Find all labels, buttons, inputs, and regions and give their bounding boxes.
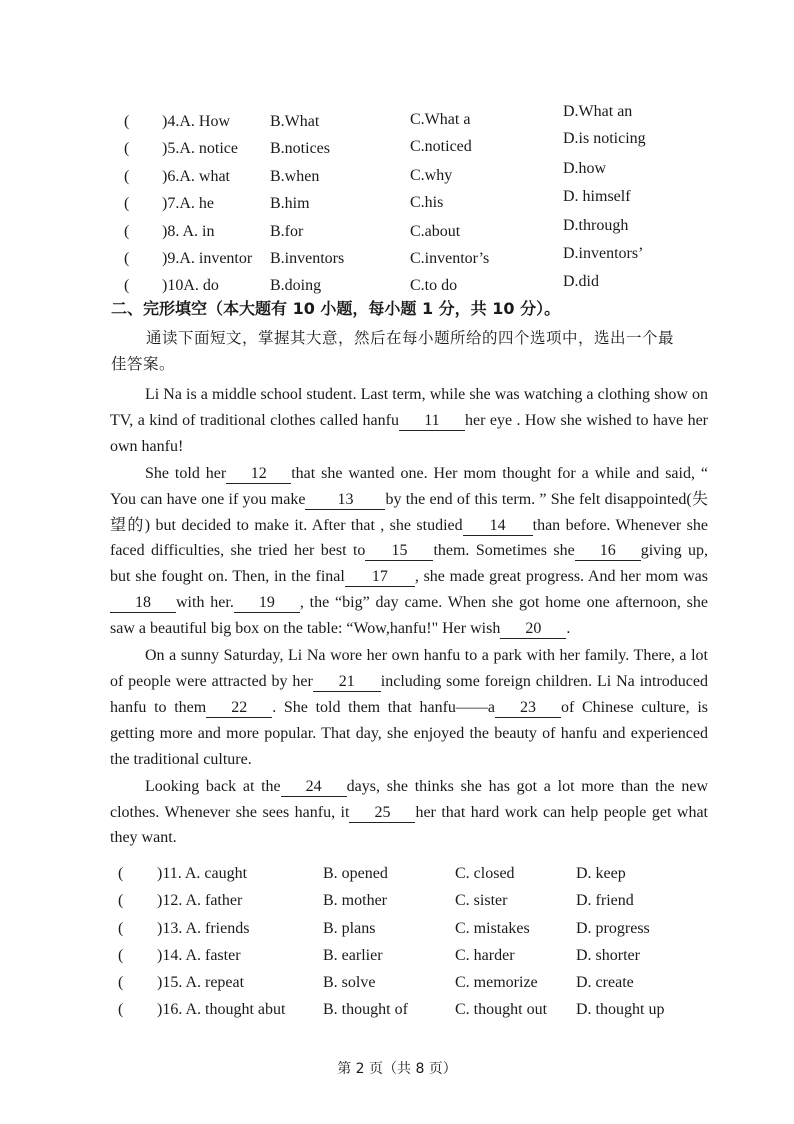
option-a: )8. A. in (162, 223, 215, 240)
option-b: B.What (270, 113, 320, 130)
paragraph-4 (110, 774, 708, 852)
option-a: )4.A. How (162, 113, 230, 130)
blank-15: 15 (365, 542, 433, 561)
passage-text: . (566, 620, 571, 638)
answer-paren: ( (118, 974, 124, 991)
passage-text: than before. Whenever she faced difficulties, she tried her best to (110, 516, 708, 560)
passage-text: . She told them that hanfu——a (272, 698, 495, 716)
option-c: C. mistakes (455, 920, 530, 937)
blank-16: 16 (575, 542, 641, 561)
option-d: D.What an (563, 103, 633, 120)
option-d: D. shorter (576, 947, 640, 964)
option-b: B. opened (323, 865, 388, 882)
passage-text: She told her (145, 464, 227, 482)
blank-21: 21 (313, 673, 381, 692)
passage-text: that she wanted one. Her mom thought for a while and said, “ You can have one if you make (110, 464, 709, 508)
passage-text: with her. (176, 594, 234, 612)
answer-paren: ( (124, 113, 130, 130)
option-a: )15. A. repeat (157, 974, 245, 991)
option-d: D.did (563, 273, 599, 290)
answer-paren: ( (124, 277, 130, 294)
passage-text: her eye . How she wished to have her own hanfu! (110, 411, 709, 455)
option-a: )9.A. inventor (162, 250, 253, 267)
passage-text: them. Sometimes she (433, 542, 575, 560)
answer-paren: ( (124, 140, 130, 157)
option-a: )11. A. caught (157, 865, 248, 882)
answer-paren: ( (124, 168, 130, 185)
option-b: B. mother (323, 892, 387, 909)
blank-13: 13 (305, 491, 385, 510)
instructions-line-1: 通读下面短文，掌握其大意，然后在每小题所给的四个选项中，选出一个最 (146, 329, 675, 347)
option-c: C. sister (455, 892, 508, 909)
option-a: )5.A. notice (162, 140, 238, 157)
page-footer: 第 2 页（共 8 页） (337, 1061, 457, 1077)
option-c: C.to do (410, 277, 458, 294)
instructions-line-2: 佳答案。 (111, 355, 176, 373)
option-d: D. keep (576, 865, 626, 882)
option-c: C.What a (410, 111, 471, 128)
option-b: B. earlier (323, 947, 383, 964)
option-a: )6.A. what (162, 168, 230, 185)
option-a: )7.A. he (162, 195, 214, 212)
option-a: )13. A. friends (157, 920, 250, 937)
option-d: D. create (576, 974, 634, 991)
blank-23: 23 (495, 699, 561, 718)
option-a: )16. A. thought abut (157, 1001, 286, 1018)
option-d: D.how (563, 160, 607, 177)
option-d: D.is noticing (563, 130, 646, 147)
blank-25: 25 (349, 804, 415, 823)
answer-paren: ( (124, 195, 130, 212)
passage-text: , the “big” day came. When she got home one afternoon, she saw a beautiful big box on the table: “Wow,hanfu!" Her wish (110, 594, 708, 638)
answer-paren: ( (124, 250, 130, 267)
option-c: C.about (410, 223, 461, 240)
option-b: B.for (270, 223, 304, 240)
answer-paren: ( (118, 1001, 124, 1018)
option-a: )10A. do (162, 277, 219, 294)
answer-paren: ( (118, 865, 124, 882)
option-c: C. memorize (455, 974, 538, 991)
option-b: B.notices (270, 140, 330, 157)
answer-paren: ( (124, 223, 130, 240)
passage-text: Looking back at the (145, 777, 281, 795)
option-d: D. friend (576, 892, 634, 909)
passage-text: by the end of this term. ” She felt disappointed(失望的) but decided to make it. After that , she studied (110, 490, 708, 534)
answer-paren: ( (118, 892, 124, 909)
answer-paren: ( (118, 947, 124, 964)
blank-22: 22 (206, 699, 272, 718)
option-b: B. solve (323, 974, 376, 991)
option-a: )12. A. father (157, 892, 243, 909)
cloze-passage (110, 382, 708, 851)
blank-20: 20 (500, 620, 566, 639)
option-b: B.doing (270, 277, 322, 294)
blank-14: 14 (463, 517, 533, 536)
option-d: D. himself (563, 188, 631, 205)
option-d: D.through (563, 217, 629, 234)
option-b: B.him (270, 195, 310, 212)
paragraph-2 (110, 461, 708, 642)
option-b: B. plans (323, 920, 376, 937)
passage-text: , she made great progress. And her mom was (414, 568, 708, 586)
option-c: C.inventor’s (410, 250, 490, 267)
passage-text: days, she thinks she has got a lot more than the new clothes. Whenever she sees hanfu, it (110, 777, 708, 821)
option-c: C.noticed (410, 138, 472, 155)
paragraph-3 (110, 643, 708, 773)
blank-24: 24 (281, 778, 347, 797)
passage-text: including some foreign children. Li Na introduced hanfu to them (110, 672, 709, 716)
section-heading: 二、完形填空（本大题有 10 小题，每小题 1 分，共 10 分）。 (111, 299, 561, 318)
blank-11: 11 (399, 412, 465, 431)
option-d: D. progress (576, 920, 650, 937)
option-c: C. harder (455, 947, 515, 964)
blank-12: 12 (226, 465, 291, 484)
passage-text: Li Na is a middle school student. Last term, while she was watching a clothing show on TV, a kind of traditional clothes called hanfu (110, 386, 708, 429)
blank-18: 18 (110, 594, 176, 613)
blank-17: 17 (345, 568, 415, 587)
option-c: C.why (410, 167, 453, 184)
option-b: B. thought of (323, 1001, 408, 1018)
option-a: )14. A. faster (157, 947, 241, 964)
option-c: C.his (410, 194, 444, 211)
paragraph-1 (110, 382, 708, 460)
option-c: C. thought out (455, 1001, 548, 1018)
passage-text: On a sunny Saturday, Li Na wore her own hanfu to a park with her family. There, a lot of people were attracted by her (110, 647, 708, 690)
option-d: D. thought up (576, 1001, 665, 1018)
passage-text: her that hard work can help people get what they want. (110, 803, 708, 847)
passage-text: giving up, but she fought on. Then, in the final (110, 542, 709, 586)
passage-text: of Chinese culture, is getting more and more popular. That day, she enjoyed the beauty of hanfu and experienced the traditional culture. (110, 698, 708, 768)
option-b: B.inventors (270, 250, 345, 267)
option-d: D.inventors’ (563, 245, 644, 262)
option-c: C. closed (455, 865, 515, 882)
blank-19: 19 (234, 594, 300, 613)
answer-paren: ( (118, 920, 124, 937)
option-b: B.when (270, 168, 320, 185)
